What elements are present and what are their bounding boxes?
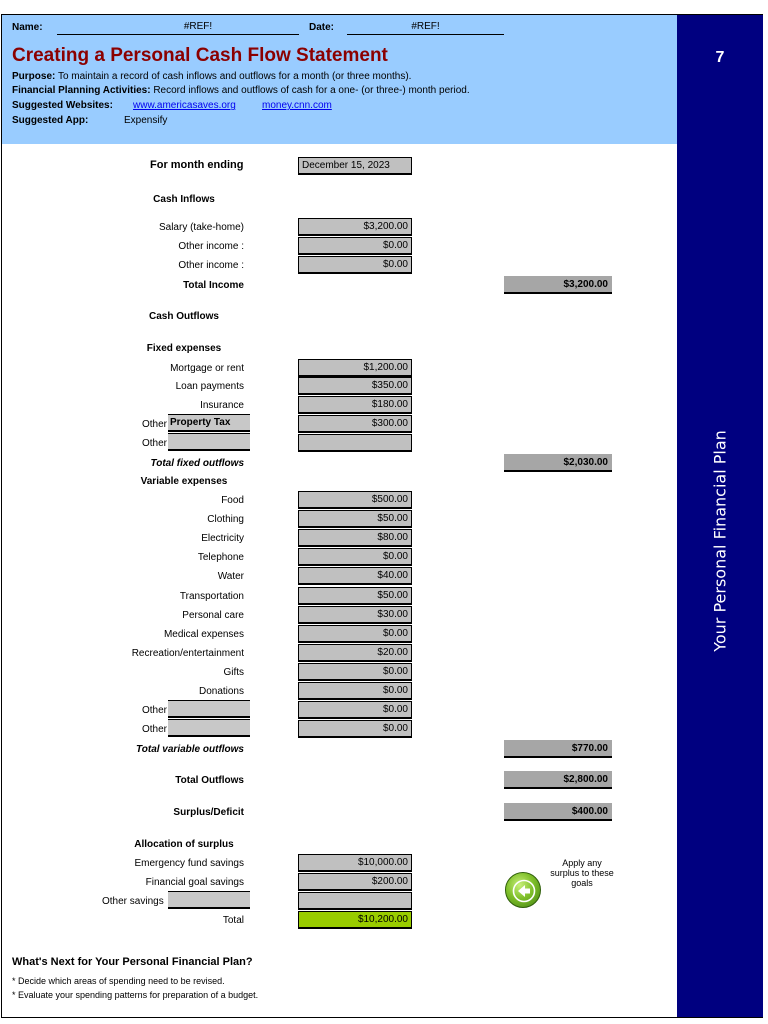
total-income-value: $3,200.00 <box>504 276 612 294</box>
variable-item-input[interactable]: $0.00 <box>298 548 412 566</box>
var-other-2-name-input[interactable] <box>168 719 250 737</box>
var-other-1-input[interactable]: $0.00 <box>298 701 412 719</box>
name-field[interactable]: #REF! <box>57 21 299 35</box>
worksheet-page <box>1 14 763 1018</box>
other-income-2-label: Other income : <box>178 260 244 271</box>
fixed-expenses-heading: Fixed expenses <box>146 343 222 354</box>
variable-item-label: Gifts <box>223 667 244 678</box>
salary-input[interactable]: $3,200.00 <box>298 218 412 236</box>
variable-item-label: Personal care <box>182 610 244 621</box>
website-link-americasaves[interactable]: www.americasaves.org <box>133 100 236 111</box>
other-income-2-input[interactable]: $0.00 <box>298 256 412 274</box>
arrow-left-icon <box>512 879 536 903</box>
fixed-other-1-input[interactable]: $300.00 <box>298 415 412 433</box>
other-savings-label: Other savings <box>102 896 164 907</box>
whats-next-heading: What's Next for Your Personal Financial Plan? <box>12 956 253 968</box>
allocation-total-label: Total <box>222 915 244 926</box>
total-variable-label: Total variable outflows <box>136 744 244 755</box>
variable-item-label: Food <box>221 495 244 506</box>
allocation-heading: Allocation of surplus <box>134 839 234 850</box>
insurance-label: Insurance <box>200 400 244 411</box>
other-income-1-label: Other income : <box>178 241 244 252</box>
purpose-text: To maintain a record of cash inflows and outflows for a month (or three months). <box>57 71 412 82</box>
websites-label: Suggested Websites: <box>12 100 113 111</box>
fixed-other-2-input[interactable] <box>298 434 412 452</box>
surplus-deficit-label: Surplus/Deficit <box>173 807 244 818</box>
total-outflows-label: Total Outflows <box>175 775 244 786</box>
cash-outflows-heading: Cash Outflows <box>148 311 219 322</box>
variable-item-input[interactable]: $40.00 <box>298 567 412 585</box>
emergency-fund-input[interactable]: $10,000.00 <box>298 854 412 872</box>
variable-expenses-heading: Variable expenses <box>140 476 228 487</box>
next-bullet-2: * Evaluate your spending patterns for preparation of a budget. <box>12 990 259 1000</box>
name-label: Name: <box>12 22 43 33</box>
variable-item-input[interactable]: $50.00 <box>298 510 412 528</box>
variable-item-input[interactable]: $50.00 <box>298 587 412 605</box>
other-savings-name-input[interactable] <box>168 891 250 909</box>
header-panel <box>2 15 677 144</box>
website-link-money-cnn[interactable]: money.cnn.com <box>262 100 332 111</box>
financial-goal-label: Financial goal savings <box>145 877 244 888</box>
emergency-fund-label: Emergency fund savings <box>134 858 244 869</box>
total-outflows-value: $2,800.00 <box>504 771 612 789</box>
purpose-line <box>12 71 411 82</box>
variable-item-label: Water <box>217 571 244 582</box>
next-bullet-1: * Decide which areas of spending need to be revised. <box>12 976 225 986</box>
apply-surplus-note: Apply any surplus to these goals <box>550 858 614 888</box>
back-arrow-button[interactable] <box>505 872 541 908</box>
variable-item-label: Medical expenses <box>163 629 244 640</box>
var-other-2-input[interactable]: $0.00 <box>298 720 412 738</box>
variable-item-input[interactable]: $0.00 <box>298 625 412 643</box>
variable-item-label: Donations <box>198 686 244 697</box>
var-other-1-label: Other <box>141 705 167 716</box>
variable-item-input[interactable]: $20.00 <box>298 644 412 662</box>
activities-text: Record inflows and outflows of cash for a one- (or three-) month period. <box>153 85 470 96</box>
surplus-deficit-value: $400.00 <box>504 803 612 821</box>
variable-item-label: Clothing <box>207 514 244 525</box>
activities-label: Financial Planning Activities: <box>12 85 151 96</box>
app-value: Expensify <box>124 115 168 126</box>
fixed-other-2-name-input[interactable] <box>168 433 250 451</box>
variable-item-input[interactable]: $0.00 <box>298 663 412 681</box>
insurance-input[interactable]: $180.00 <box>298 396 412 414</box>
var-other-2-label: Other <box>141 724 167 735</box>
salary-label: Salary (take-home) <box>158 222 244 233</box>
variable-item-label: Electricity <box>201 533 244 544</box>
loan-input[interactable]: $350.00 <box>298 377 412 395</box>
variable-item-input[interactable]: $80.00 <box>298 529 412 547</box>
total-fixed-value: $2,030.00 <box>504 454 612 472</box>
month-ending-input[interactable]: December 15, 2023 <box>298 157 412 175</box>
variable-item-input[interactable]: $0.00 <box>298 682 412 700</box>
variable-item-input[interactable]: $30.00 <box>298 606 412 624</box>
activities-line <box>12 85 470 96</box>
total-fixed-label: Total fixed outflows <box>150 458 244 469</box>
mortgage-input[interactable]: $1,200.00 <box>298 359 412 377</box>
fixed-other-2-label: Other <box>141 438 167 449</box>
fixed-other-1-label: Other <box>141 419 167 430</box>
total-variable-value: $770.00 <box>504 740 612 758</box>
variable-item-input[interactable]: $500.00 <box>298 491 412 509</box>
side-banner <box>677 15 763 1017</box>
purpose-label: Purpose: <box>12 71 56 82</box>
mortgage-label: Mortgage or rent <box>170 363 244 374</box>
page-title: Creating a Personal Cash Flow Statement <box>12 45 388 66</box>
month-ending-label: For month ending <box>150 159 244 171</box>
var-other-1-name-input[interactable] <box>168 700 250 718</box>
vertical-title: Your Personal Financial Plan <box>710 430 730 652</box>
variable-item-label: Recreation/entertainment <box>131 648 244 659</box>
app-label: Suggested App: <box>12 115 89 126</box>
other-income-1-input[interactable]: $0.00 <box>298 237 412 255</box>
allocation-total-value: $10,200.00 <box>298 911 412 929</box>
cash-inflows-heading: Cash Inflows <box>153 194 215 205</box>
page-number: 7 <box>715 49 725 66</box>
variable-item-label: Telephone <box>197 552 244 563</box>
fixed-other-1-name-input[interactable]: Property Tax <box>168 414 250 432</box>
total-income-label: Total Income <box>183 280 244 291</box>
date-field[interactable]: #REF! <box>347 21 504 35</box>
loan-label: Loan payments <box>175 381 244 392</box>
other-savings-input[interactable] <box>298 892 412 910</box>
date-label: Date: <box>309 22 335 33</box>
financial-goal-input[interactable]: $200.00 <box>298 873 412 891</box>
variable-item-label: Transportation <box>179 591 244 602</box>
